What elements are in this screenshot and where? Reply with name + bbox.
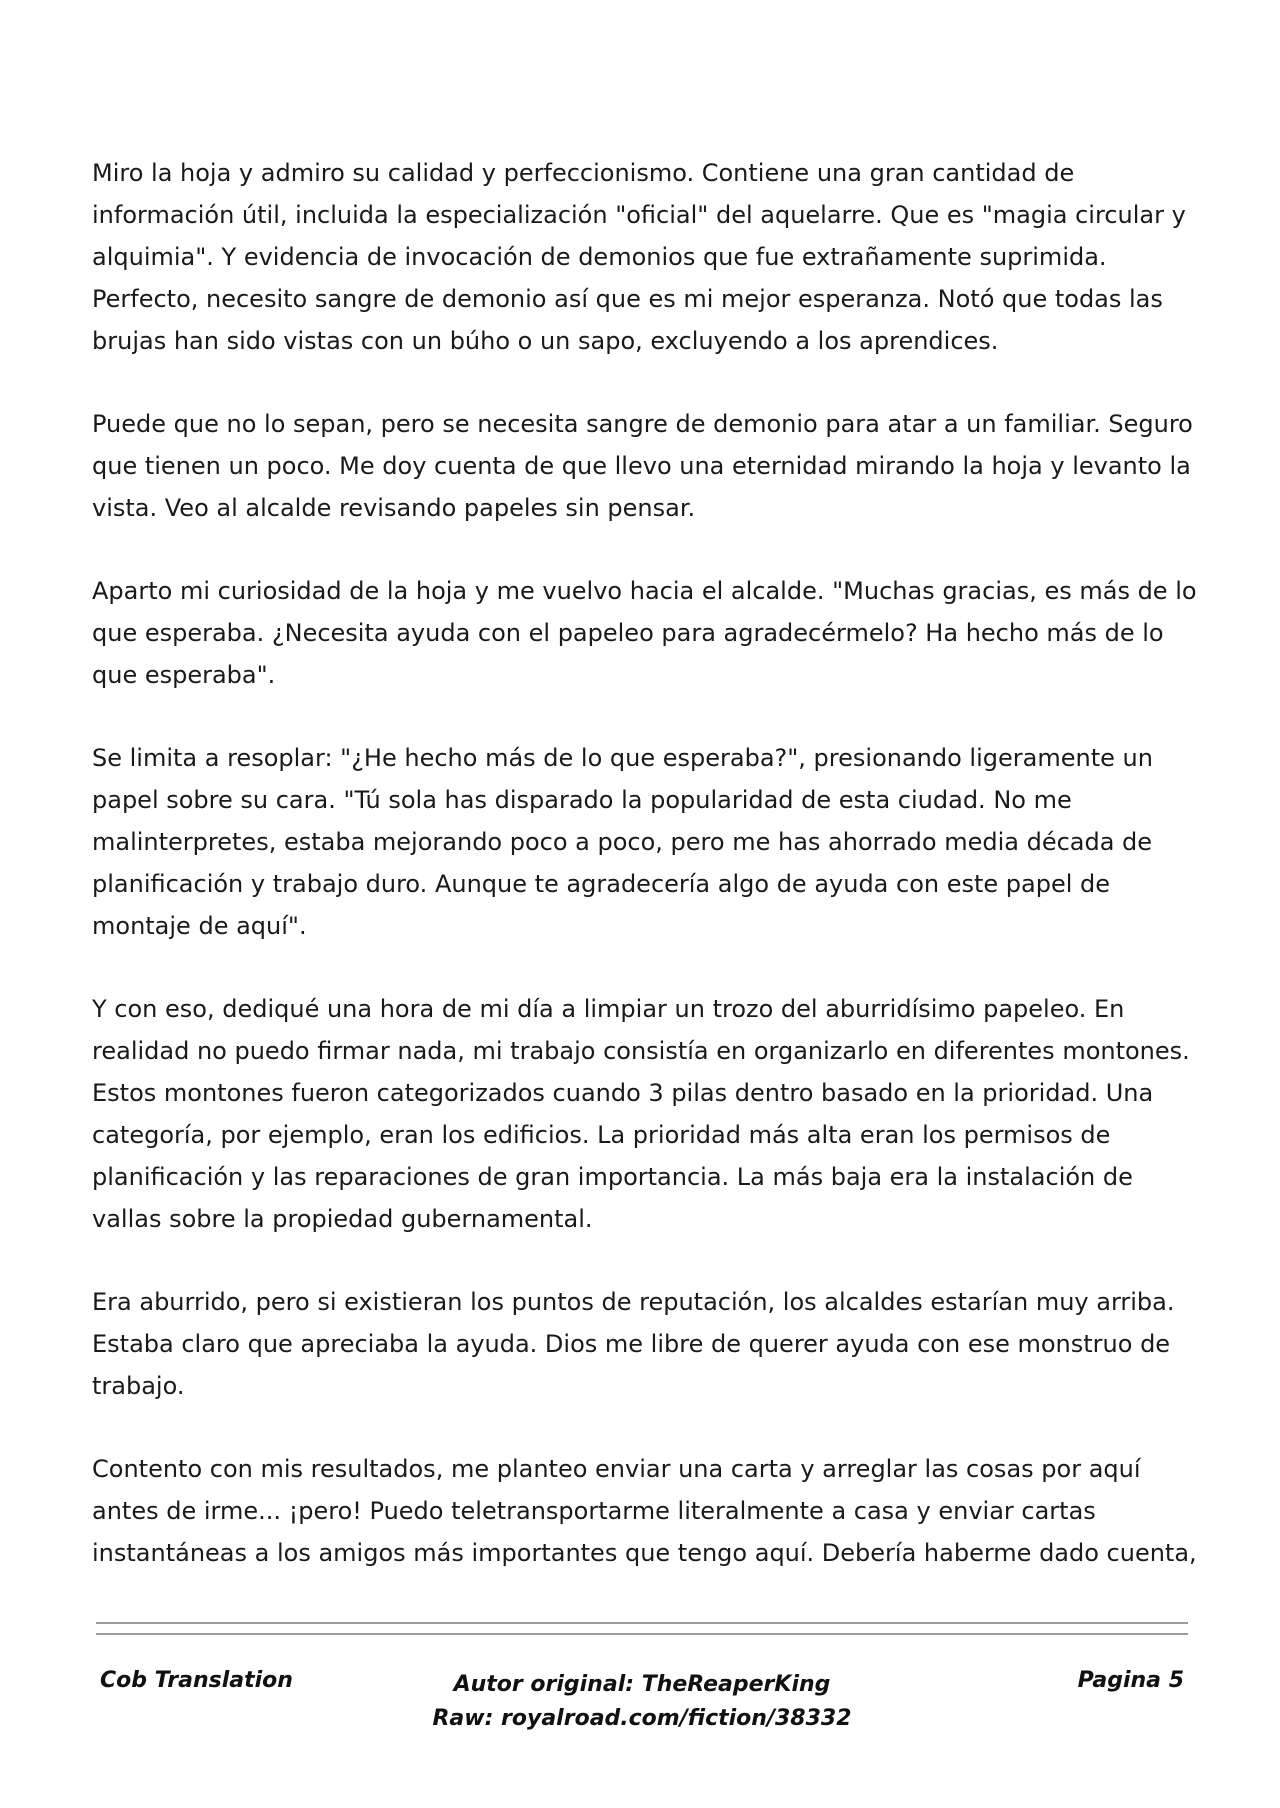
paragraph-4: Se limita a resoplar: "¿He hecho más de lo que esperaba?", presionando ligeramente un papel sobre su cara. "Tú sola has disparado la popularidad de esta ciudad. No me malinterpretes, estaba mejorando poco a poco, pero me has ahorrado media década de planificación y trabajo duro. Aunque te agradecería algo de ayuda con este papel de montaje de aquí". xyxy=(92,744,1153,940)
footer-original-author: Autor original: TheReaperKing xyxy=(453,1672,831,1697)
footer-rule-bottom xyxy=(96,1633,1188,1635)
footer-rule-top xyxy=(96,1622,1188,1624)
paragraph-5: Y con eso, dediqué una hora de mi día a limpiar un trozo del aburridísimo papeleo. En realidad no puedo firmar nada, mi trabajo consistía en organizarlo en diferentes montones. Estos montones fueron categorizados cuando 3 pilas dentro basado en la prioridad. Una categoría, por ejemplo, eran los edificios. La prioridad más alta eran los permisos de planificación y las reparaciones de gran importancia. La más baja era la instalación de vallas sobre la propiedad gubernamental. xyxy=(92,995,1190,1233)
paragraph-3: Aparto mi curiosidad de la hoja y me vuelvo hacia el alcalde. "Muchas gracias, es más de lo que esperaba. ¿Necesita ayuda con el papeleo para agradecérmelo? Ha hecho más de lo que esperaba". xyxy=(92,577,1197,689)
page-footer xyxy=(96,1668,1188,1748)
footer-page-number: Pagina 5 xyxy=(1077,1668,1184,1693)
paragraph-1: Miro la hoja y admiro su calidad y perfeccionismo. Contiene una gran cantidad de información útil, incluida la especialización "oficial" del aquelarre. Que es "magia circular y alquimia". Y evidencia de invocación de demonios que fue extrañamente suprimida. Perfecto, necesito sangre de demonio así que es mi mejor esperanza. Notó que todas las brujas han sido vistas con un búho o un sapo, excluyendo a los aprendices. xyxy=(92,159,1186,355)
footer-divider xyxy=(96,1622,1188,1635)
page-body xyxy=(92,152,1198,1615)
paragraph-6: Era aburrido, pero si existieran los puntos de reputación, los alcaldes estarían muy arriba. Estaba claro que apreciaba la ayuda. Dios me libre de querer ayuda con ese monstruo de trabajo. xyxy=(92,1288,1175,1400)
footer-translator: Cob Translation xyxy=(100,1668,293,1693)
footer-raw-source: Raw: royalroad.com/fiction/38332 xyxy=(432,1706,852,1731)
paragraph-7: Contento con mis resultados, me planteo enviar una carta y arreglar las cosas por aquí antes de irme... ¡pero! Puedo teletransportarme literalmente a casa y enviar cartas instantáneas a los amigos más importantes que tengo aquí. Debería haberme dado cuenta, xyxy=(92,1455,1197,1567)
footer-credits xyxy=(96,1668,1188,1736)
paragraph-2: Puede que no lo sepan, pero se necesita sangre de demonio para atar a un familiar. Seguro que tienen un poco. Me doy cuenta de que llevo una eternidad mirando la hoja y levanto la vista. Veo al alcalde revisando papeles sin pensar. xyxy=(92,410,1193,522)
